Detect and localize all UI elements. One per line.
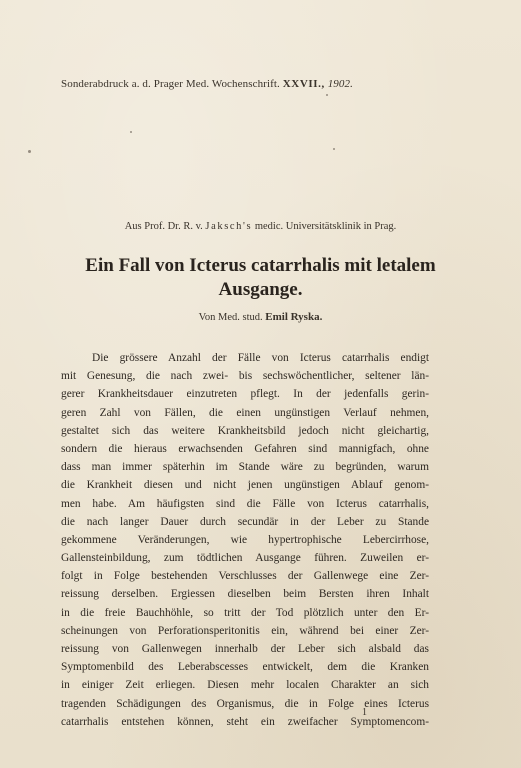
author-name: Emil Ryska. (265, 311, 323, 323)
publication-year: 1902. (327, 78, 353, 90)
body-line: sondern die hieraus erwachsenden Gefahren sind mannigfach, ohne (61, 442, 429, 455)
body-line: mit Genesung, die nach zwei- bis sechswöchentlicher, seltener län- (61, 370, 429, 383)
title-line-2: Ausgange. (218, 279, 303, 300)
body-line: folgt in Folge bestehenden Verschlusses der Gallenwege eine Zer- (61, 570, 429, 583)
paper-speck (130, 131, 132, 133)
body-line: in einiger Zeit erliegen. Diesen mehr localen Charakter an sich (61, 679, 429, 692)
institution-prefix: Aus Prof. Dr. R. v. (124, 221, 203, 232)
paper-speck (28, 150, 31, 153)
body-line: gerer Krankheitsdauer einzutreten pflegt. In der jedenfalls gerin- (61, 388, 429, 401)
body-paragraph (61, 349, 429, 731)
offprint-header (61, 78, 353, 90)
body-line: gestaltet sich das weitere Krankheitsbild jedoch nicht gleichartig, (61, 424, 429, 437)
paper-speck (333, 148, 335, 150)
body-line: tragenden Schädigungen des Organismus, die in Folge eines Icterus (61, 697, 429, 710)
journal-name: Sonderabdruck a. d. Prager Med. Wochenschrift. (61, 78, 280, 90)
body-line: die nach langer Dauer durch secundär in der Leber zu Stande (61, 515, 429, 528)
body-line: geren Zahl von Fällen, die einen ungünstigen Verlauf nehmen, (61, 406, 429, 419)
page-number: 1 (362, 707, 367, 718)
byline-prefix: Von Med. stud. (198, 312, 263, 323)
body-line: Symptomenbild des Leberabscesses entwickelt, dem die Kranken (61, 661, 429, 674)
institution-professor: Jaksch's (205, 221, 253, 232)
body-line: Gallensteinbildung, zum tödtlichen Ausgange führen. Zuweilen er- (61, 552, 429, 565)
body-line: catarrhalis entstehen können, steht ein zweifacher Symptomencom- (61, 715, 429, 728)
body-line: reissung von Gallenwegen innerhalb der Leber sich alsbald das (61, 643, 429, 655)
body-line: scheinungen von Perforationsperitonitis ein, während bei einer Zer- (61, 624, 429, 637)
body-line: in die freie Bauchhöhle, so tritt der Tod plötzlich unter den Er- (61, 606, 429, 619)
institution-line (0, 221, 521, 232)
body-line: dass man immer späterhin im Stande wäre zu begründen, warum (61, 461, 429, 474)
paper-speck (326, 94, 328, 96)
byline (0, 311, 521, 323)
title-line-1: Ein Fall von Icterus catarrhalis mit letalem (85, 255, 436, 276)
body-line: die Krankheit diesen und nicht jenen ungünstigen Ablauf genom- (61, 479, 429, 492)
body-line: men habe. Am häufigsten sind die Fälle von Icterus catarrhalis, (61, 497, 429, 510)
volume-number: XXVII., (282, 78, 325, 90)
article-title (40, 254, 481, 302)
body-line: reissung derselben. Ergiessen dieselben beim Bersten ihren Inhalt (61, 588, 429, 601)
body-line: Die grössere Anzahl der Fälle von Icterus catarrhalis endigt (92, 352, 429, 364)
body-line: gekommene Veränderungen, wie hypertrophische Lebercirrhose, (61, 533, 429, 546)
institution-suffix: medic. Universitätsklinik in Prag. (254, 221, 397, 232)
